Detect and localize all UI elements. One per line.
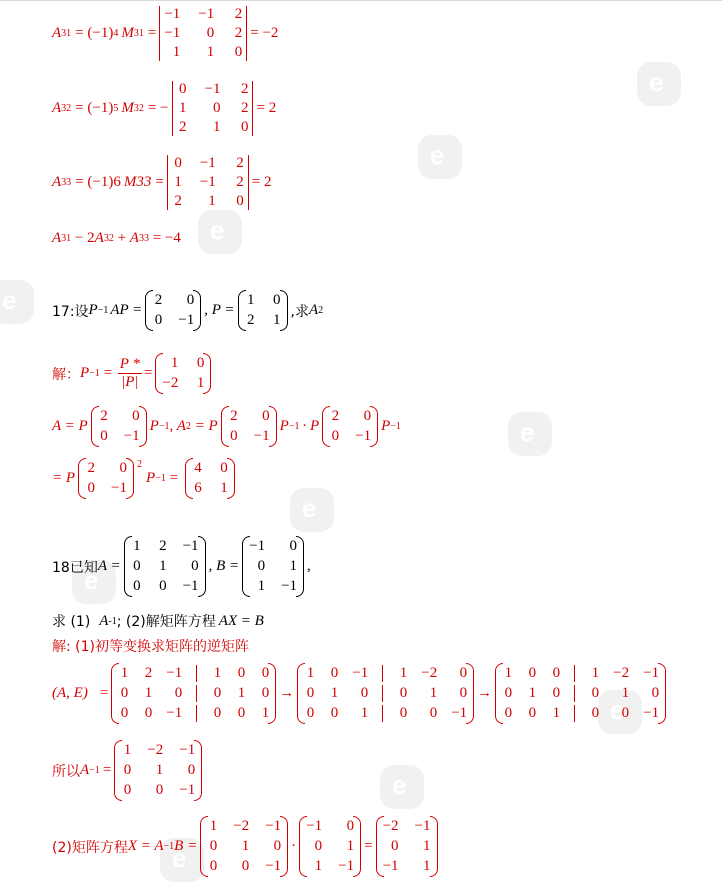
matrix-cell: 0 bbox=[123, 782, 132, 798]
solution-label: 解： bbox=[52, 366, 80, 383]
matrix-cell: 0 bbox=[528, 665, 537, 681]
matrix-cell: 0 bbox=[186, 292, 195, 308]
matrix-cell: 2 bbox=[331, 408, 340, 424]
matrix-cell: 0 bbox=[391, 838, 399, 854]
matrix bbox=[145, 292, 201, 329]
augmented-matrix bbox=[111, 665, 276, 722]
augment-divider bbox=[574, 685, 575, 702]
matrix-cell: −1 bbox=[265, 858, 282, 874]
cofactor-sum-line bbox=[52, 230, 181, 247]
watermark-logo-icon bbox=[198, 210, 242, 254]
matrix-cell: 1 bbox=[591, 665, 600, 681]
matrix-cell: 6 bbox=[194, 480, 202, 496]
matrix-cell: −1 bbox=[352, 665, 369, 681]
var: M33 bbox=[123, 174, 152, 190]
exponent: 5 bbox=[113, 103, 119, 114]
determinant-m31 bbox=[159, 6, 247, 61]
matrix-cell: −1 bbox=[199, 174, 216, 190]
matrix-cell: −1 bbox=[198, 6, 215, 22]
matrix-cell: 0 bbox=[119, 460, 128, 476]
matrix bbox=[78, 460, 134, 497]
question-number: 18已知 bbox=[52, 559, 98, 576]
matrix-cell: 0 bbox=[133, 558, 141, 574]
text: X = A bbox=[127, 838, 164, 854]
matrix-cell: 2 bbox=[179, 119, 187, 135]
matrix-cell: 0 bbox=[174, 685, 183, 701]
result: = −4 bbox=[148, 230, 181, 246]
cofactor-a31-line bbox=[52, 6, 278, 61]
matrix-cell: 1 bbox=[179, 100, 187, 116]
matrix-cell: −1 bbox=[166, 705, 183, 721]
matrix-cell: 1 bbox=[174, 174, 182, 190]
matrix-cell: 0 bbox=[459, 685, 468, 701]
matrix-cell: 0 bbox=[262, 408, 270, 424]
text: = bbox=[102, 762, 112, 778]
text: = (−1) bbox=[75, 25, 114, 41]
fraction bbox=[118, 356, 142, 391]
matrix-cell: 0 bbox=[213, 685, 222, 701]
text: ; (2)解矩阵方程 bbox=[116, 614, 216, 630]
exponent: -1 bbox=[108, 615, 117, 627]
text: A = P bbox=[52, 418, 88, 434]
matrix-cell: 2 bbox=[234, 25, 243, 41]
augmented-matrix bbox=[495, 665, 666, 722]
text: = bbox=[364, 838, 373, 854]
matrix-cell: 2 bbox=[234, 6, 243, 22]
matrix-cell: −1 bbox=[281, 578, 298, 594]
matrix-cell: 0 bbox=[144, 705, 153, 721]
matrix-cell: 0 bbox=[306, 685, 315, 701]
exponent: −1 bbox=[390, 421, 401, 432]
question-18 bbox=[52, 538, 311, 595]
exponent: 4 bbox=[113, 28, 119, 39]
matrix-cell: −1 bbox=[111, 480, 128, 496]
matrix-cell: 1 bbox=[159, 558, 167, 574]
matrix-cell: 0 bbox=[120, 685, 129, 701]
matrix-cell: 0 bbox=[591, 685, 600, 701]
matrix-cell: 2 bbox=[236, 174, 244, 190]
augmented-matrix-line bbox=[52, 665, 669, 722]
matrix-cell: 0 bbox=[209, 858, 218, 874]
matrix-cell: 2 bbox=[236, 155, 244, 171]
text: ,求 bbox=[290, 303, 309, 320]
matrix-cell: 1 bbox=[220, 480, 228, 496]
matrix-cell: −2 bbox=[147, 742, 164, 758]
matrix-cell: 0 bbox=[459, 665, 468, 681]
matrix-cell: 1 bbox=[273, 312, 281, 328]
text: = P bbox=[190, 418, 218, 434]
var: A bbox=[308, 302, 319, 318]
var: P bbox=[279, 418, 289, 434]
matrix-cell: 0 bbox=[261, 665, 270, 681]
augment-divider bbox=[196, 685, 197, 702]
matrix-cell: 0 bbox=[504, 705, 513, 721]
solution-18-label bbox=[52, 636, 249, 656]
text: AP = bbox=[110, 302, 143, 318]
var: M bbox=[121, 100, 134, 116]
text: = (−1)6 bbox=[75, 174, 121, 190]
text: = bbox=[155, 174, 164, 190]
matrix-cell: 1 bbox=[237, 685, 246, 701]
solution-17-line2 bbox=[52, 408, 401, 445]
matrix bbox=[91, 408, 147, 445]
matrix-cell: 0 bbox=[133, 578, 141, 594]
matrix-cell: 1 bbox=[306, 665, 315, 681]
matrix-cell: 0 bbox=[196, 355, 205, 371]
matrix-cell: 0 bbox=[206, 25, 215, 41]
matrix bbox=[124, 538, 206, 595]
question-17 bbox=[52, 292, 323, 329]
exponent: 2 bbox=[137, 459, 143, 470]
text: B = bbox=[174, 838, 198, 854]
determinant-m32 bbox=[172, 81, 254, 136]
matrix-cell: 0 bbox=[399, 705, 408, 721]
exponent: −1 bbox=[97, 305, 109, 316]
matrix-cell: −1 bbox=[123, 428, 140, 444]
matrix-cell: 0 bbox=[399, 685, 408, 701]
matrix-cell: 0 bbox=[240, 119, 249, 135]
solution-label: 解: (1)初等变换求矩阵的逆矩阵 bbox=[52, 639, 249, 655]
matrix-cell: −2 bbox=[162, 375, 179, 391]
var: A bbox=[52, 230, 62, 246]
matrix-cell: −1 bbox=[355, 428, 372, 444]
augment-divider bbox=[382, 665, 383, 682]
matrix-cell: 1 bbox=[133, 538, 141, 554]
matrix-cell: 2 bbox=[240, 81, 249, 97]
matrix-cell: 0 bbox=[213, 705, 222, 721]
matrix bbox=[242, 538, 304, 595]
text: = P bbox=[52, 470, 76, 486]
matrix-cell: −1 bbox=[199, 155, 216, 171]
matrix-cell: 0 bbox=[241, 858, 250, 874]
augment-divider bbox=[574, 705, 575, 722]
cofactor-a32-line bbox=[52, 81, 276, 136]
matrix-cell: 0 bbox=[237, 665, 246, 681]
matrix-cell: 0 bbox=[100, 428, 108, 444]
matrix-cell: 0 bbox=[621, 705, 630, 721]
text: B = bbox=[216, 558, 240, 574]
matrix-cell: 0 bbox=[159, 578, 167, 594]
result: = −2 bbox=[250, 25, 279, 41]
matrix-cell: 1 bbox=[360, 705, 369, 721]
matrix-cell: 1 bbox=[123, 742, 132, 758]
text: + bbox=[113, 230, 130, 246]
matrix-cell: −1 bbox=[382, 858, 399, 874]
matrix-cell: 2 bbox=[159, 538, 167, 554]
matrix-cell: 0 bbox=[237, 705, 246, 721]
matrix-cell: 0 bbox=[363, 408, 372, 424]
matrix-cell: 0 bbox=[651, 685, 660, 701]
matrix-cell: −1 bbox=[643, 665, 660, 681]
exponent: −1 bbox=[89, 368, 100, 379]
matrix-cell: 0 bbox=[528, 705, 537, 721]
matrix-cell: 0 bbox=[257, 558, 266, 574]
matrix-cell: −1 bbox=[306, 818, 323, 834]
matrix bbox=[155, 355, 211, 392]
matrix-cell: 4 bbox=[194, 460, 202, 476]
matrix-cell: 1 bbox=[261, 705, 270, 721]
matrix-cell: 0 bbox=[330, 705, 339, 721]
exponent: 2 bbox=[185, 421, 191, 432]
subscript: 33 bbox=[138, 233, 149, 244]
cofactor-a33-line bbox=[52, 155, 272, 210]
augment-divider bbox=[574, 665, 575, 682]
matrix-cell: −1 bbox=[182, 578, 199, 594]
exponent: 2 bbox=[318, 305, 324, 316]
matrix-cell: 0 bbox=[306, 705, 315, 721]
text: , bbox=[307, 558, 311, 574]
var: A bbox=[52, 174, 62, 190]
text: · bbox=[291, 838, 297, 854]
matrix-cell: 2 bbox=[154, 292, 163, 308]
text: = bbox=[99, 365, 116, 381]
var: A bbox=[52, 25, 62, 41]
matrix-cell: 0 bbox=[187, 762, 196, 778]
subscript: 32 bbox=[133, 103, 144, 114]
augment-divider bbox=[382, 685, 383, 702]
var: P bbox=[149, 418, 159, 434]
watermark-logo-icon bbox=[637, 62, 681, 106]
var: P bbox=[381, 418, 391, 434]
text: (2)矩阵方程 bbox=[52, 839, 128, 856]
top-border bbox=[0, 0, 722, 1]
denominator: |P| bbox=[121, 374, 139, 390]
matrix-cell: 0 bbox=[289, 538, 298, 554]
matrix-cell: −1 bbox=[166, 665, 183, 681]
var: A bbox=[80, 762, 90, 778]
matrix-cell: 0 bbox=[132, 408, 140, 424]
matrix-cell: 2 bbox=[144, 665, 153, 681]
matrix bbox=[299, 818, 361, 875]
var: A bbox=[94, 230, 104, 246]
matrix-cell: 0 bbox=[360, 685, 369, 701]
augment-divider bbox=[382, 705, 383, 722]
matrix-cell: 2 bbox=[240, 100, 249, 116]
matrix-cell: −1 bbox=[249, 538, 266, 554]
matrix bbox=[376, 818, 438, 875]
var: A bbox=[52, 100, 62, 116]
matrix-cell: −2 bbox=[233, 818, 250, 834]
matrix-cell: 1 bbox=[257, 578, 266, 594]
matrix-cell: 2 bbox=[247, 312, 255, 328]
matrix-cell: 1 bbox=[528, 685, 537, 701]
subscript: 32 bbox=[61, 103, 72, 114]
matrix-cell: 1 bbox=[120, 665, 129, 681]
matrix-cell: 1 bbox=[314, 858, 323, 874]
result: = 2 bbox=[251, 174, 272, 190]
matrix-cell: 1 bbox=[429, 685, 438, 701]
matrix-cell: 1 bbox=[170, 355, 179, 371]
matrix-cell: 2 bbox=[87, 460, 96, 476]
matrix-cell: 1 bbox=[399, 665, 408, 681]
equation-x-line bbox=[52, 818, 441, 875]
text: P = bbox=[211, 302, 235, 318]
matrix-cell: 1 bbox=[212, 119, 221, 135]
watermark-logo-icon bbox=[290, 488, 334, 532]
exponent: −1 bbox=[155, 473, 166, 484]
matrix bbox=[114, 742, 202, 799]
matrix-cell: 0 bbox=[87, 480, 96, 496]
text: = (−1) bbox=[75, 100, 114, 116]
matrix-cell: −2 bbox=[421, 665, 438, 681]
text: = bbox=[99, 685, 109, 701]
text: = bbox=[143, 365, 153, 381]
matrix-cell: 0 bbox=[174, 155, 182, 171]
matrix-cell: 0 bbox=[179, 81, 187, 97]
var: M bbox=[121, 25, 134, 41]
arrow-icon: → bbox=[477, 685, 493, 701]
arrow-icon: → bbox=[279, 685, 295, 701]
exponent: −1 bbox=[158, 421, 170, 432]
matrix-cell: 0 bbox=[273, 292, 281, 308]
matrix-cell: 1 bbox=[423, 838, 431, 854]
matrix-cell: −1 bbox=[164, 6, 181, 22]
matrix-cell: 1 bbox=[330, 685, 339, 701]
matrix-cell: 1 bbox=[144, 685, 153, 701]
matrix bbox=[221, 408, 277, 445]
matrix-cell: 2 bbox=[230, 408, 238, 424]
matrix-cell: 0 bbox=[261, 685, 270, 701]
matrix bbox=[200, 818, 288, 875]
matrix-cell: 1 bbox=[208, 193, 216, 209]
text: (A, E) bbox=[52, 685, 88, 701]
text: = − bbox=[147, 100, 169, 116]
question-18-ask bbox=[52, 611, 264, 631]
matrix-cell: 1 bbox=[172, 44, 181, 60]
matrix-cell: 0 bbox=[155, 782, 164, 798]
matrix-cell: −1 bbox=[182, 538, 199, 554]
subscript: 31 bbox=[61, 28, 72, 39]
text: − 2 bbox=[71, 230, 95, 246]
matrix-cell: −1 bbox=[338, 858, 355, 874]
text: = bbox=[147, 25, 157, 41]
matrix-cell: −1 bbox=[414, 818, 431, 834]
matrix-cell: −1 bbox=[164, 25, 181, 41]
watermark-logo-icon bbox=[418, 135, 462, 179]
numerator: P * bbox=[119, 356, 140, 372]
var: P bbox=[88, 302, 98, 318]
matrix-cell: 1 bbox=[621, 685, 630, 701]
matrix-cell: 0 bbox=[591, 705, 600, 721]
matrix-cell: 0 bbox=[330, 665, 339, 681]
subscript: 31 bbox=[133, 28, 144, 39]
inverse-line bbox=[52, 742, 205, 799]
matrix-cell: 0 bbox=[123, 762, 132, 778]
question-number: 17:设 bbox=[52, 303, 89, 320]
matrix-cell: 0 bbox=[154, 312, 163, 328]
subscript: 31 bbox=[61, 233, 72, 244]
matrix-cell: 0 bbox=[230, 428, 238, 444]
text: , A bbox=[169, 418, 186, 434]
exponent: −1 bbox=[163, 841, 175, 852]
matrix bbox=[185, 460, 235, 497]
exponent: −1 bbox=[89, 765, 100, 776]
text: = bbox=[165, 470, 182, 486]
matrix-cell: 1 bbox=[247, 292, 255, 308]
matrix-cell: −2 bbox=[382, 818, 399, 834]
augment-divider bbox=[196, 705, 197, 722]
subscript: 32 bbox=[103, 233, 114, 244]
matrix-cell: 0 bbox=[212, 100, 221, 116]
matrix-cell: 0 bbox=[191, 558, 199, 574]
matrix-cell: −1 bbox=[451, 705, 468, 721]
matrix-cell: −1 bbox=[253, 428, 270, 444]
text: , bbox=[204, 302, 212, 318]
matrix-cell: 1 bbox=[213, 665, 222, 681]
var: P bbox=[146, 470, 156, 486]
matrix-cell: −1 bbox=[179, 742, 196, 758]
matrix-cell: −1 bbox=[643, 705, 660, 721]
matrix-cell: 1 bbox=[504, 665, 513, 681]
matrix-cell: 2 bbox=[174, 193, 182, 209]
matrix-cell: 0 bbox=[552, 685, 561, 701]
matrix-cell: 0 bbox=[220, 460, 228, 476]
subscript: 33 bbox=[61, 177, 72, 188]
result: = 2 bbox=[256, 100, 277, 116]
matrix-cell: 0 bbox=[429, 705, 438, 721]
var: A bbox=[129, 230, 139, 246]
watermark-logo-icon bbox=[0, 280, 34, 324]
var: P bbox=[80, 365, 90, 381]
matrix-cell: 1 bbox=[346, 838, 355, 854]
matrix-cell: −1 bbox=[265, 818, 282, 834]
matrix-cell: 1 bbox=[289, 558, 298, 574]
matrix-cell: 0 bbox=[314, 838, 323, 854]
var: A bbox=[99, 612, 109, 629]
exponent: −1 bbox=[288, 421, 300, 432]
matrix-cell: 0 bbox=[273, 838, 282, 854]
matrix-cell: 1 bbox=[552, 705, 561, 721]
matrix-cell: 0 bbox=[331, 428, 340, 444]
matrix-cell: 1 bbox=[241, 838, 250, 854]
watermark-logo-icon bbox=[380, 765, 424, 809]
augment-divider bbox=[196, 665, 197, 682]
matrix bbox=[322, 408, 378, 445]
text: , bbox=[208, 558, 217, 574]
solution-17-line1 bbox=[52, 355, 214, 392]
matrix-cell: −1 bbox=[178, 312, 195, 328]
matrix-cell: 0 bbox=[236, 193, 244, 209]
text: · P bbox=[302, 418, 320, 434]
matrix-cell: −1 bbox=[204, 81, 221, 97]
matrix-cell: 1 bbox=[155, 762, 164, 778]
matrix-cell: 2 bbox=[100, 408, 108, 424]
matrix-cell: 0 bbox=[120, 705, 129, 721]
matrix-cell: 0 bbox=[552, 665, 561, 681]
matrix-cell: 0 bbox=[209, 838, 218, 854]
matrix-cell: −1 bbox=[179, 782, 196, 798]
matrix-cell: 0 bbox=[346, 818, 355, 834]
matrix-cell: 1 bbox=[206, 44, 215, 60]
solution-17-line3 bbox=[52, 460, 238, 497]
watermark-logo-icon bbox=[508, 412, 552, 456]
matrix bbox=[238, 292, 288, 329]
text: AX = B bbox=[218, 612, 264, 629]
text: 所以 bbox=[52, 763, 80, 780]
matrix-cell: −2 bbox=[613, 665, 630, 681]
text: 求 (1) bbox=[52, 614, 100, 630]
determinant-m33 bbox=[167, 155, 249, 210]
matrix-cell: 1 bbox=[423, 858, 431, 874]
text: A = bbox=[97, 558, 121, 574]
augmented-matrix bbox=[297, 665, 474, 722]
matrix-cell: 1 bbox=[209, 818, 218, 834]
matrix-cell: 0 bbox=[504, 685, 513, 701]
matrix-cell: 1 bbox=[196, 375, 205, 391]
matrix-cell: 0 bbox=[234, 44, 243, 60]
